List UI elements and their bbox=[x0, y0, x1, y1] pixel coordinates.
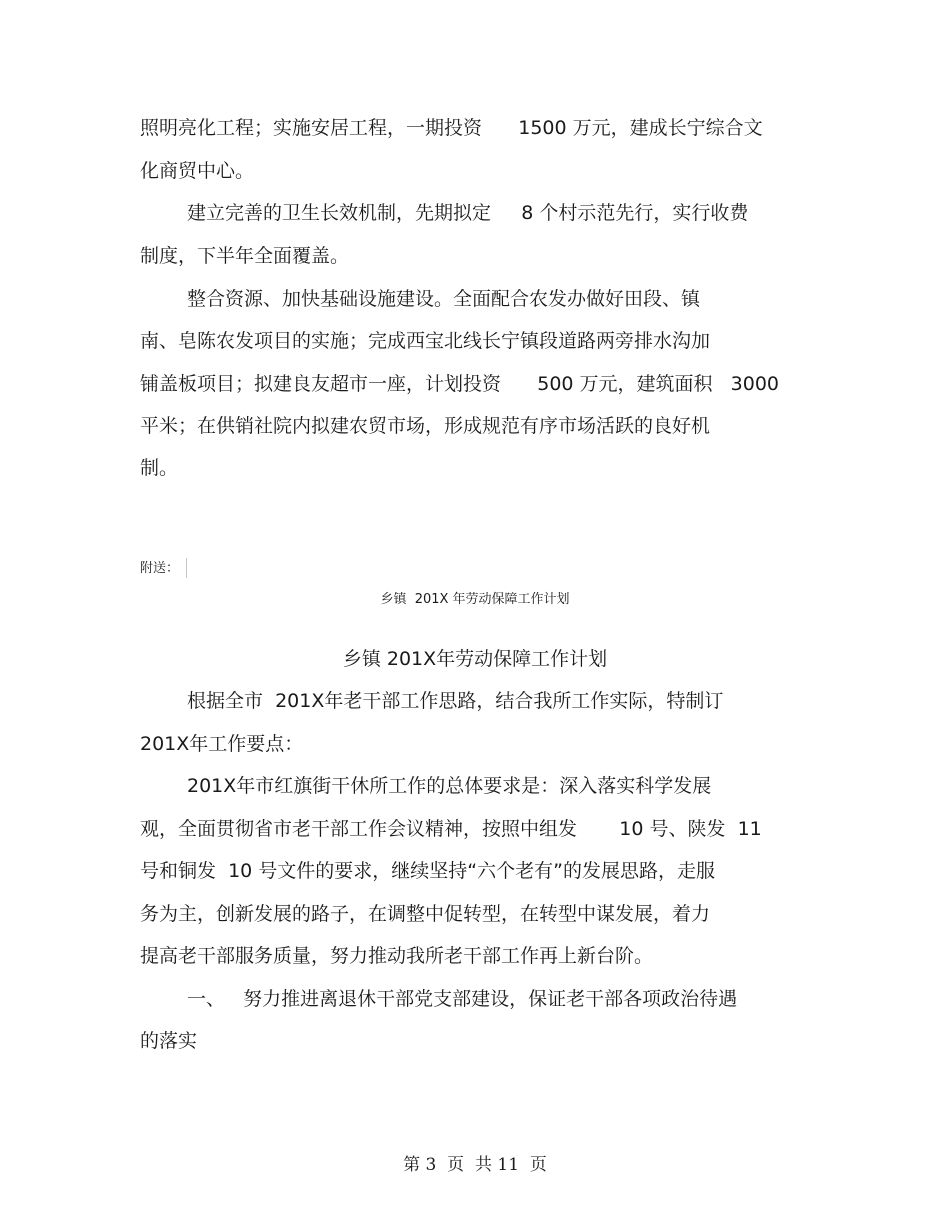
paragraph-line: 制。 bbox=[140, 457, 179, 479]
paragraph-line: 平米；在供销社院内拟建农贸市场，形成规范有序市场活跃的良好机 bbox=[140, 415, 711, 437]
paragraph-line: 观，全面贯彻省市老干部工作会议精神，按照中组发 10 号、陕发 11 bbox=[140, 818, 762, 840]
attachment-small-title: 乡镇 201X 年劳动保障工作计划 bbox=[380, 592, 570, 607]
document-title: 乡镇 201X年劳动保障工作计划 bbox=[342, 648, 608, 670]
paragraph-line: 制度，下半年全面覆盖。 bbox=[140, 245, 350, 267]
paragraph-line: 整合资源、加快基础设施建设。全面配合农发办做好田段、镇 bbox=[187, 288, 701, 310]
paragraph-line: 务为主，创新发展的路子，在调整中促转型，在转型中谋发展，着力 bbox=[140, 903, 711, 925]
attachment-divider bbox=[186, 558, 187, 578]
paragraph-line: 201X年市红旗街干休所工作的总体要求是：深入落实科学发展 bbox=[187, 775, 712, 797]
paragraph-line: 根据全市 201X年老干部工作思路，结合我所工作实际，特制订 bbox=[187, 690, 724, 712]
paragraph-line: 南、皂陈农发项目的实施；完成西宝北线长宁镇段道路两旁排水沟加 bbox=[140, 330, 711, 352]
paragraph-line: 照明亮化工程；实施安居工程，一期投资 1500 万元，建成长宁综合文 bbox=[140, 117, 763, 139]
paragraph-line: 化商贸中心。 bbox=[140, 160, 255, 182]
paragraph-line: 铺盖板项目；拟建良友超市一座，计划投资 500 万元，建筑面积 3000 bbox=[140, 373, 780, 395]
attachment-label: 附送： bbox=[140, 561, 180, 576]
paragraph-line: 的落实 bbox=[140, 1030, 198, 1052]
section-heading-line: 一、 努力推进离退休干部党支部建设，保证老干部各项政治待遇 bbox=[187, 988, 738, 1010]
paragraph-line: 201X年工作要点： bbox=[140, 733, 304, 755]
paragraph-line: 号和铜发 10 号文件的要求，继续坚持“六个老有”的发展思路，走服 bbox=[140, 860, 715, 882]
paragraph-line: 建立完善的卫生长效机制，先期拟定 8 个村示范先行，实行收费 bbox=[187, 202, 749, 224]
page-number: 第 3 页 共 11 页 bbox=[403, 1155, 547, 1175]
paragraph-line: 提高老干部服务质量，努力推动我所老干部工作再上新台阶。 bbox=[140, 945, 654, 967]
